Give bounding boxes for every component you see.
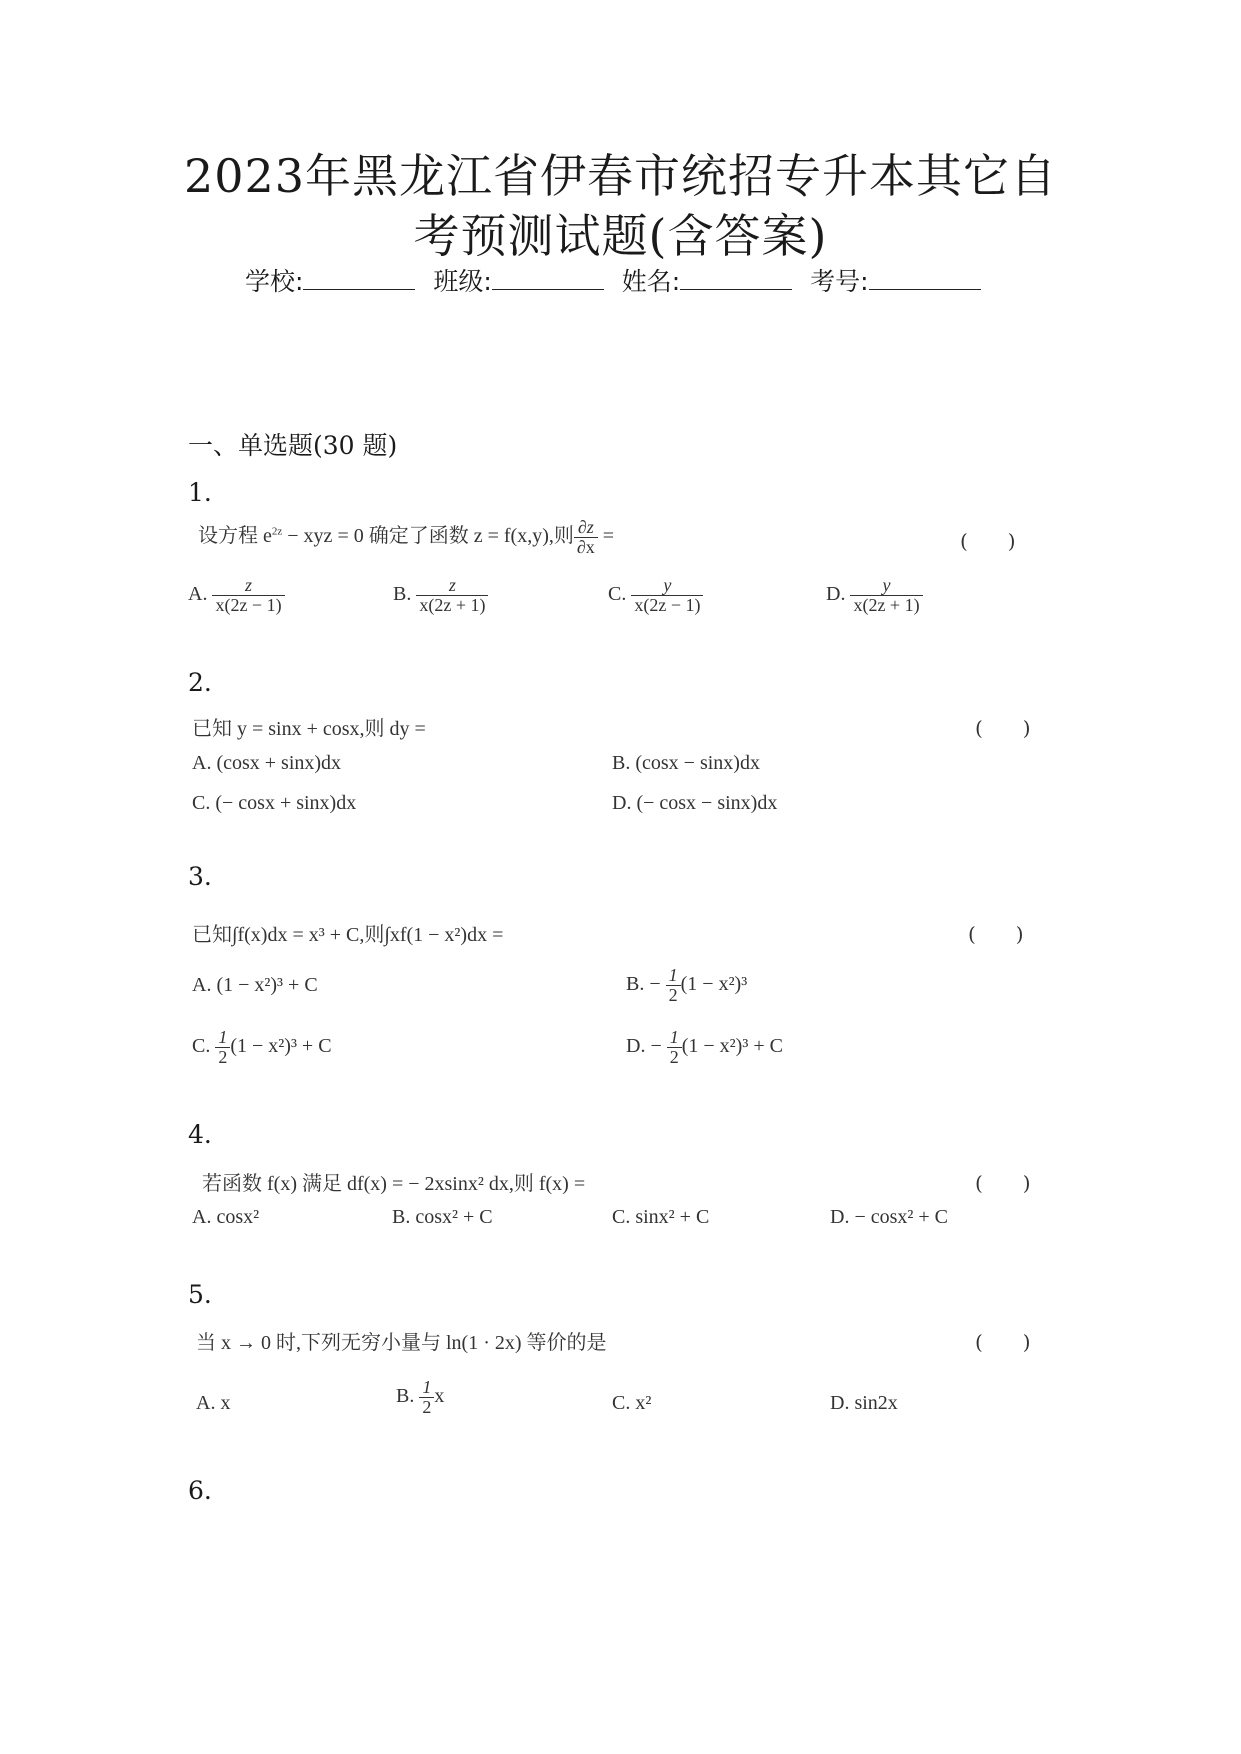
- question-3-option-a[interactable]: A. (1 − x²)³ + C: [192, 974, 318, 996]
- question-5-number: 5.: [188, 1280, 212, 1309]
- class-blank: [492, 267, 604, 290]
- question-4-option-c[interactable]: C. sinx² + C: [612, 1206, 710, 1228]
- exam-title-line1: 2023年黑龙江省伊春市统招专升本其它自: [183, 149, 1058, 203]
- question-4-number: 4.: [188, 1120, 212, 1149]
- question-4-option-d[interactable]: D. − cosx² + C: [830, 1206, 948, 1228]
- question-3-answer-paren: ( ): [968, 922, 1024, 946]
- number-blank: [869, 267, 981, 290]
- question-1-option-a[interactable]: A. $\frac{z}{x(2z - 1)}$: [188, 576, 285, 615]
- student-info-row: [245, 262, 991, 298]
- exam-title-line2: 考预测试题(含答案): [413, 209, 828, 263]
- question-3-option-c[interactable]: C. $\frac{1}{2}$ (1 − x²)³ + C: [192, 1027, 332, 1067]
- section-heading: 一、单选题(30 题): [188, 431, 398, 460]
- question-6-number: 6.: [188, 1476, 212, 1505]
- question-1-stem: 设方程 $e^{2z}$ − xyz = 0 确定了函数 z = f(x,y),则 $\frac{\partial z}{\partial x}$ =: [198, 517, 615, 557]
- question-1-option-d[interactable]: D. $\frac{y}{x(2z + 1)}$: [826, 576, 923, 615]
- question-1-number: 1.: [188, 478, 212, 507]
- class-label: 班级:: [433, 267, 492, 296]
- question-3-stem: 已知∫f(x)dx = x³ + C,则∫xf(1 − x²)dx =: [192, 924, 504, 946]
- question-4-stem: 若函数 f(x) 满足 df(x) = − 2xsinx² dx,则 f(x) =: [202, 1173, 586, 1195]
- question-2-option-b[interactable]: B. (cosx − sinx)dx: [612, 752, 760, 774]
- partial-derivative-fraction: $\frac{\partial z}{\partial x}$: [574, 518, 598, 557]
- question-2-number: 2.: [188, 668, 212, 697]
- question-2-option-a[interactable]: A. (cosx + sinx)dx: [192, 752, 342, 774]
- question-5-option-d[interactable]: D. sin2x: [830, 1392, 898, 1414]
- question-5-option-a[interactable]: A. x: [196, 1392, 231, 1414]
- question-4-answer-paren: ( ): [975, 1171, 1031, 1195]
- question-1-answer-paren: ( ): [960, 529, 1016, 553]
- question-1-option-b[interactable]: B. $\frac{z}{x(2z + 1)}$: [393, 576, 488, 615]
- question-3-option-d[interactable]: D. − $\frac{1}{2}$ (1 − x²)³ + C: [626, 1027, 783, 1067]
- question-3-number: 3.: [188, 862, 212, 891]
- question-1-option-c[interactable]: C. $\frac{y}{x(2z - 1)}$: [608, 576, 703, 615]
- question-5-stem: 当 x → 0 时,下列无穷小量与 ln(1 · 2x) 等价的是: [196, 1332, 607, 1354]
- question-5-option-b[interactable]: B. $\frac{1}{2}$ x: [396, 1377, 445, 1417]
- school-label: 学校:: [245, 267, 304, 296]
- question-5-option-c[interactable]: C. x²: [612, 1392, 652, 1414]
- school-blank: [303, 267, 415, 290]
- question-2-answer-paren: ( ): [975, 716, 1031, 740]
- question-4-option-a[interactable]: A. cosx²: [192, 1206, 260, 1228]
- number-label: 考号:: [810, 267, 869, 296]
- question-3-option-b[interactable]: B. − $\frac{1}{2}$ (1 − x²)³: [626, 965, 748, 1005]
- name-label: 姓名:: [621, 267, 681, 296]
- name-blank: [680, 267, 792, 290]
- question-2-option-c[interactable]: C. (− cosx + sinx)dx: [192, 792, 357, 814]
- question-2-stem: 已知 y = sinx + cosx,则 dy =: [192, 718, 426, 740]
- question-5-answer-paren: ( ): [975, 1330, 1031, 1354]
- question-2-option-d[interactable]: D. (− cosx − sinx)dx: [612, 792, 778, 814]
- question-4-option-b[interactable]: B. cosx² + C: [392, 1206, 493, 1228]
